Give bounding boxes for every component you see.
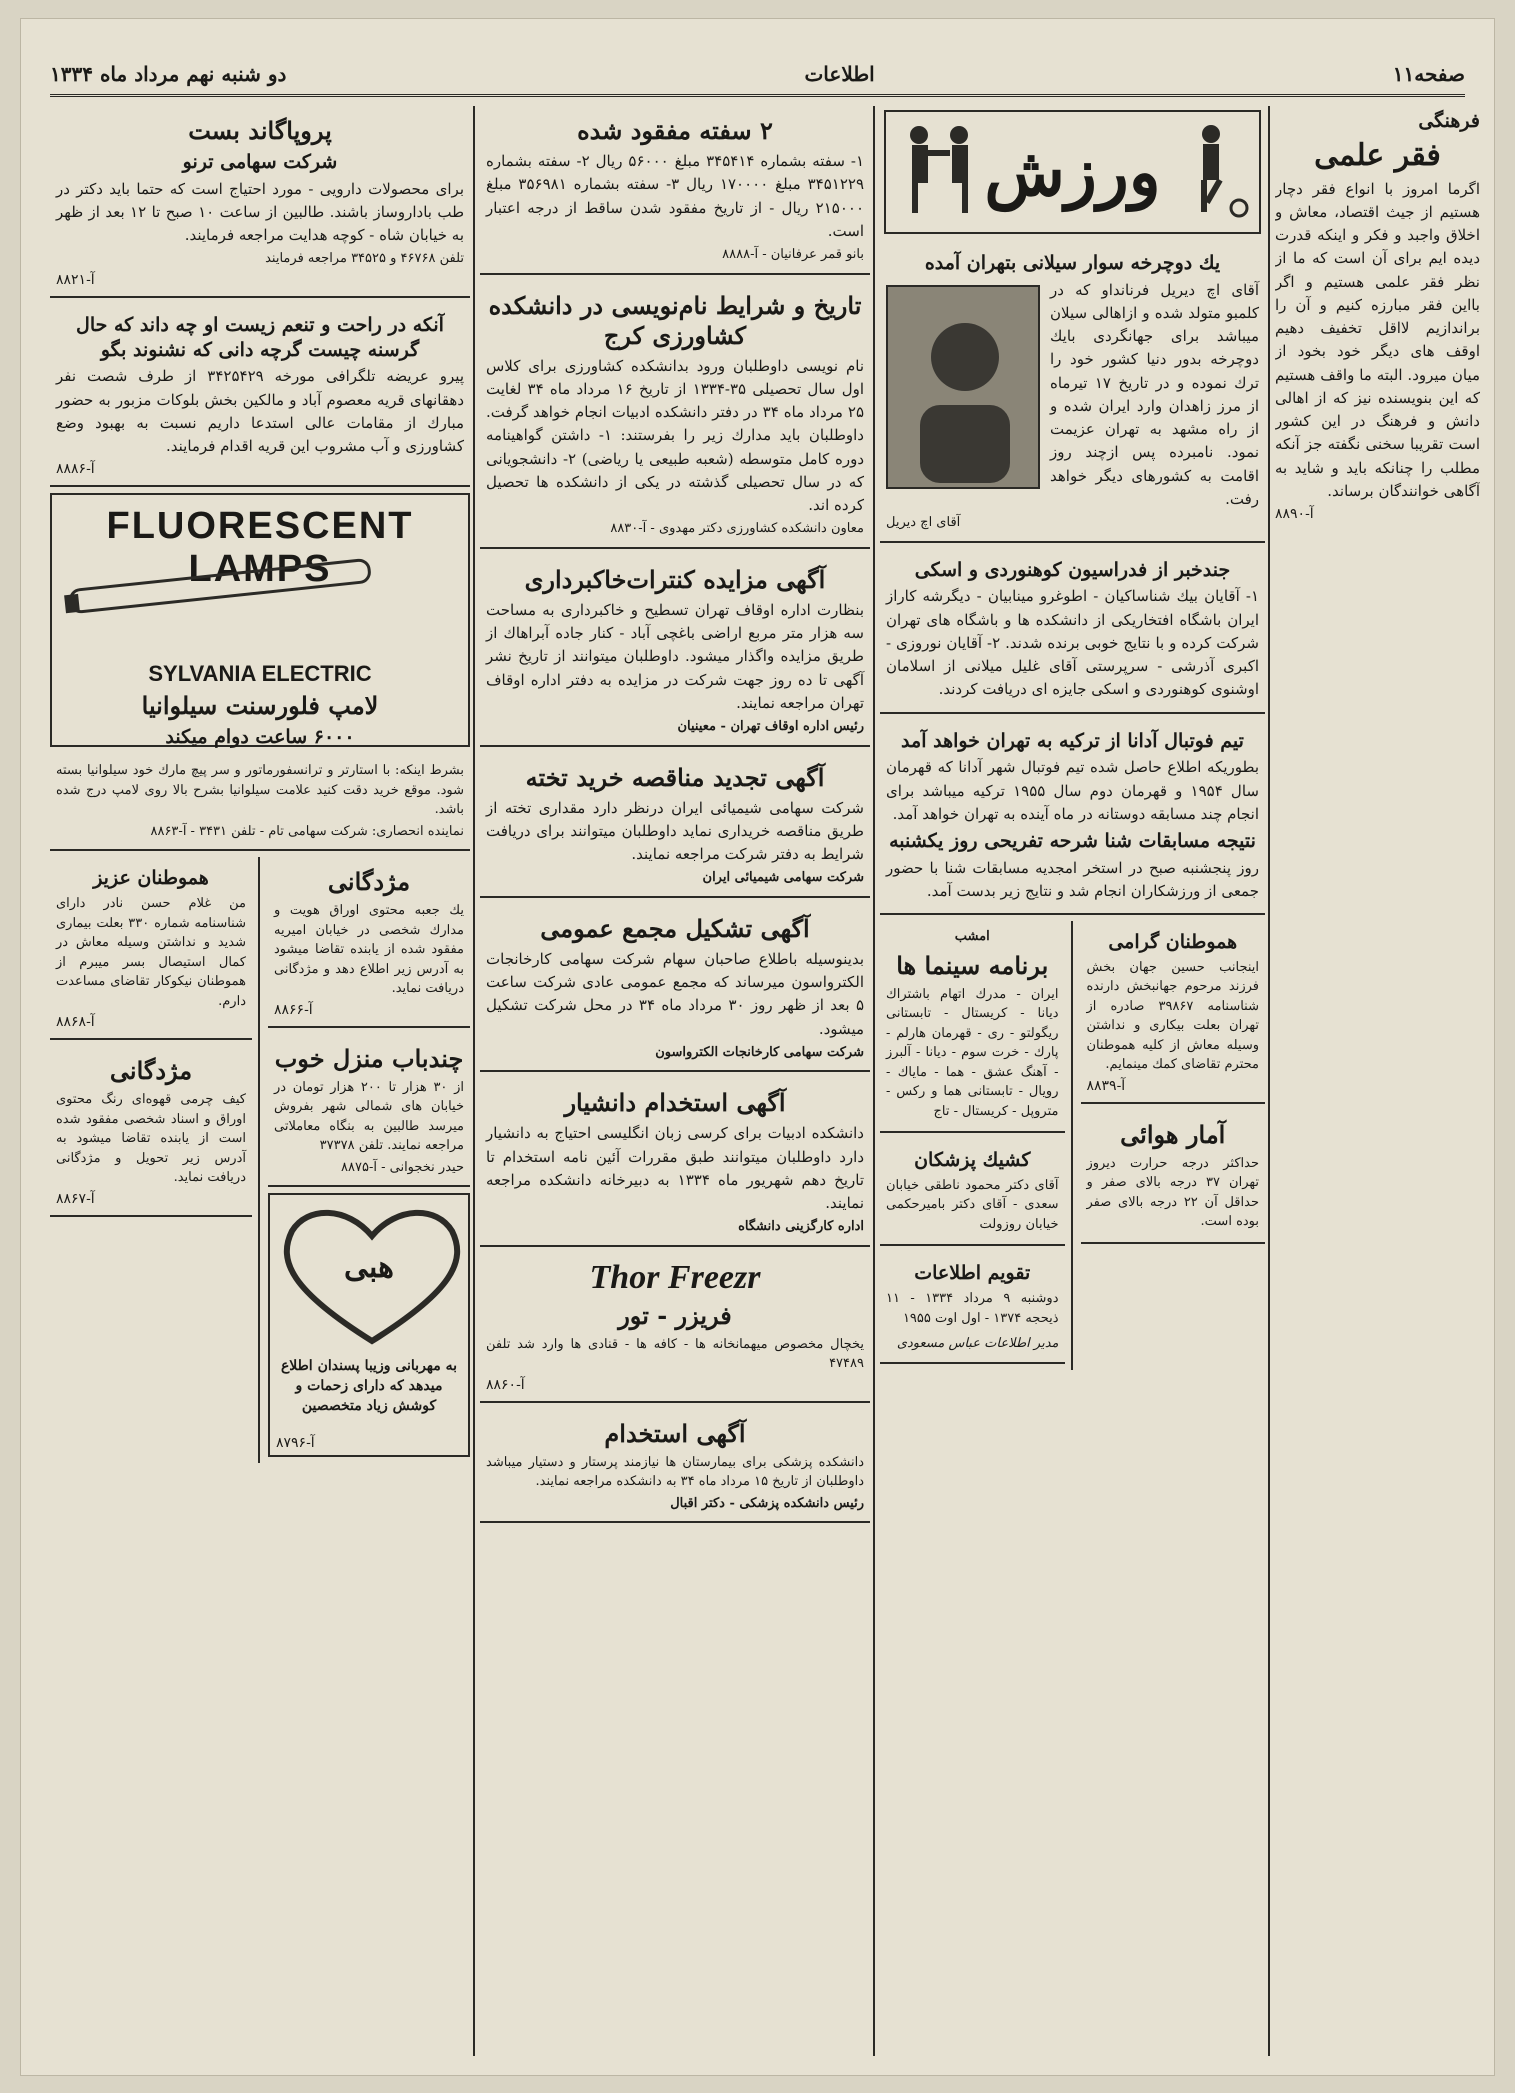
story-headline: آنکه در راحت و تنعم زیست او چه داند که حال گرسنه چیست گرچه دانی که نشنوند بگو xyxy=(76,313,444,361)
lamps-fa: لامپ فلورسنت سیلوانیا xyxy=(141,691,379,721)
cyclist-body: آقای اچ دیریل فرنانداو که در کلمبو متولد شده و ازاهالی سیلان میباشد برای جهانگردی بایك دوچرخه بدور دنیا کشور خود را ترك نموده و در تاریخ ۱۷ تیرماه از مرز زاهدان وارد ایران شده و از راه مشهد به تهران عزیمت نمود. نامبرده پس ازچند روز اقامت به کشورهای دیگر خواهد رفت. xyxy=(1050,280,1259,508)
notice-headline: هموطنان گرامی xyxy=(1108,931,1238,954)
cinema-headline: برنامه سینما ها xyxy=(896,950,1049,980)
heart-brand: هبی xyxy=(344,1250,394,1286)
weather-headline: آمار هوائی xyxy=(1120,1119,1226,1149)
assembly-headline: آگهی تشکیل مجمع عمومی xyxy=(540,913,810,943)
reward2-body: کیف چرمی قهوه‌ای رنگ محتوی اوراق و اسناد شخصی مفقود شده است از یابنده تقاضا میشود به آدرس زیر تحویل و مژدگانی دریافت نماید. xyxy=(56,1092,246,1185)
lamps-brand: SYLVANIA ELECTRIC xyxy=(148,661,372,687)
portrait-icon xyxy=(892,287,1038,483)
lamps-body: بشرط اینکه: با استارتر و ترانسفورماتور و سر پیچ مارك خود سیلوانیا بسته شود. موقع خرید دقت کنید علامت سیلوانیا بشرح بالا روی لامپ درج شده باشد. xyxy=(56,763,464,818)
heart-ad xyxy=(268,1193,470,1457)
ad-code: آ-۸۸۹۰ xyxy=(1275,506,1314,523)
hiring-headline: آگهی استخدام دانشیار xyxy=(564,1088,786,1118)
tornado-phone: تلفن ۴۶۷۶۸ و ۳۴۵۲۵ مراجعه فرمایند xyxy=(265,251,464,267)
column-ads xyxy=(50,106,470,2056)
thor-brand: Thor Freezr xyxy=(589,1258,761,1296)
auction-footer: رئیس اداره اوقاف تهران - معینیان xyxy=(677,719,864,734)
tender-footer: شرکت سهامی شیمیائی ایران xyxy=(702,870,864,886)
cinema-body: ایران - مدرك اتهام باشتراك دیانا - کریستال - تابستانی ریگولتو - ری - قهرمان هارلم - پارك - خرت سوم - دیانا - آلبرز - آهنگ عشق - هما - مایاك - رویال - تابستانی هما و رکس - متروپل - کریستال - تاج xyxy=(886,986,1059,1119)
assembly-footer: شرکت سهامی کارخانجات الکترواسون xyxy=(655,1044,864,1060)
countrymen-headline: هموطنان عزیز xyxy=(93,867,209,890)
countrymen-body: من غلام حسن نادر دارای شناسنامه شماره ۳۳۰ بعلت بیماری شدید و نداشتن وسیله معاش در کمال استیصال بسر میبرم از هموطنان نیکوکار تقاضای مساعدت دارم. xyxy=(56,896,246,1009)
football-player-icon xyxy=(1171,120,1251,220)
heart-body: به مهربانی وزیبا پسندان اطلاع میدهد که دارای زحمات و کوشش زیاد متخصصین xyxy=(280,1358,458,1414)
thor-body: یخچال مخصوص میهمانخانه ها - کافه ها - قنادی ها وارد شد تلفن ۴۷۴۸۹ xyxy=(486,1336,864,1372)
reward2-headline: مژدگانی xyxy=(109,1056,193,1085)
tender-body: شرکت سهامی شیمیائی ایران درنظر دارد مقداری تخته از طریق مناقصه خریداری نماید داوطلبان میتوانند برای دریافت شرایط به دفتر شرکت مراجعه نمایند. xyxy=(486,798,864,863)
page-label: صفحه۱۱ xyxy=(1392,62,1465,86)
hiring-body: دانشکده ادبیات برای کرسی زبان انگلیسی احتیاج به دانشیار دارد داوطلبان میتوانند طبق مقررات آئین نامه استخدام تا تاریخ دهم شهریور ماه ۱۳۳۴ به دبیرخانه دانشکده مراجعه نمایند. xyxy=(486,1124,864,1212)
lost-note-footer: بانو قمر عرفانیان - آ-۸۸۸۸ xyxy=(722,247,864,262)
hiring-footer: اداره کارگزینی دانشگاه xyxy=(738,1219,864,1235)
lamps-hours: ۶۰۰۰ ساعت دوام میکند xyxy=(165,726,355,749)
story-body: پیرو عریضه تلگرافی مورخه ۳۴۲۵۴۲۹ از طرف شصت نفر دهقانهای قریه معصوم آباد و مالکین بخش بلوکات مزبور به حضور مبارك از مقامات عالی استدعا داریم نسبت به بهبود وضع کشاورزی و آب مشروب این قریه اقدام فرمایند. xyxy=(56,367,464,456)
cyclist-headline: یك دوچرخه سوار سیلانی بتهران آمده xyxy=(924,252,1221,274)
column-sports xyxy=(880,106,1265,2056)
paper-name: اطلاعات xyxy=(804,62,875,86)
auction-headline: آگهی مزایده کنترات‌خاکبرداری xyxy=(524,564,826,594)
sports-logo-text: ورزش xyxy=(984,133,1161,211)
boxers-icon xyxy=(894,120,984,220)
ad-code: آ-۸۸۶۸ xyxy=(56,1014,95,1030)
doctor-body: آقای دکتر محمود ناطقی خیابان سعدی - آقای دکتر بامیرحکمی خیابان روزولت xyxy=(886,1177,1059,1232)
calendar-body: دوشنبه ۹ مرداد ۱۳۳۴ - ۱۱ ذیحجه ۱۳۷۴ - اول اوت ۱۹۵۵ xyxy=(886,1291,1059,1326)
college-footer: معاون دانشکده کشاورزی دکتر مهدوی - آ-۸۸۳۰ xyxy=(610,521,864,537)
calendar-headline: تقویم اطلاعات xyxy=(914,1262,1031,1285)
mountaineering-body: ۱- آقایان بیك شناساکیان - اطوغرو مینابیان - دیگرشه کاراز ایران باشگاه افتخاریکی از دانشکده ها و باشگاه های تهران شرکت کرده و با نتایج خوبی برنده شدند. ۲- آقایان نوروزی - اکبری آذرشی - سرپرستی آقای غلیل میلانی از اسلامان اوشنوی کوهنوردی و اسکی جایزه ای دریافت کردند. xyxy=(886,587,1259,699)
notice-body: اینجانب حسین جهان بخش فرزند مرحوم جهانبخش دارنده شناسنامه ۳۹۸۶۷ صادره از تهران بعلت بیکاری و نداشتن وسیله معاش از کلیه هموطنان محترم تقاضای کمك مینمایم. xyxy=(1086,959,1259,1073)
sports-section-logo xyxy=(884,110,1261,234)
assembly-body: بدینوسیله باطلاع صاحبان سهام شرکت سهامی کارخانجات الکترواسون میرساند که مجمع عمومی عادی شرکت ساعت ۵ بعد از ظهر روز ۳۰ مرداد ماه ۳۴ در محل شرکت تشکیل میشود. xyxy=(486,949,865,1038)
cinema-kicker: امشب xyxy=(954,929,990,945)
column-rule xyxy=(873,106,875,2056)
column-rule xyxy=(1268,106,1270,2056)
employment-footer: رئیس دانشکده پزشکی - دکتر اقبال xyxy=(670,1495,864,1511)
lamps-footer: نماینده انحصاری: شرکت سهامی تام - تلفن ۳۴۳۱ - آ-۸۸۶۳ xyxy=(150,823,464,839)
college-headline: تاریخ و شرایط نام‌نویسی در دانشکده کشاورزی کرج xyxy=(488,290,862,350)
auction-body: بنظارت اداره اوقاف تهران تسطیح و خاکبرداری به مساحت سه هزار متر مربع اراضی باغچی آباد - کنار جاده آبراهاك از طریق مزایده واگذار میشود. داوطلبان میتوانند از تاریخ نشر آگهی تا ده روز جهت شرکت در مزایده به دفتر اداره اوقاف تهران مراجعه نمایند. xyxy=(486,600,864,712)
cyclist-photo xyxy=(886,285,1040,489)
college-body: نام نویسی داوطلبان ورود بدانشکده کشاورزی برای کلاس اول سال تحصیلی ۳۵-۱۳۳۴ از تاریخ ۱۶ مرداد ماه ۳۴ لغایت ۲۵ مرداد ماه ۳۴ در دفتر دانشکده ادبیات انجام خواهد گرفت. داوطلبان باید مدارك زیر را بفرستند: ۱- داشتن گواهینامه دوره کامل متوسطه (شعبه طبیعی یا ریاضی) ۲- دانشجویانی که در سال تحصیلی گذشته در یکی از دانشکده ها تحصیل کرده اند. xyxy=(486,356,865,514)
swimming-headline: نتیجه مسابقات شنا شرحه تفریحی روز یکشنبه xyxy=(889,830,1256,853)
ad-code: آ-۸۸۸۶ xyxy=(56,461,95,478)
ad-code: آ-۸۸۳۹ xyxy=(1086,1077,1126,1094)
house-footer: حیدر نخجوانی - آ-۸۸۷۵ xyxy=(341,1159,464,1175)
newspaper-page xyxy=(20,18,1495,2076)
lamps-headline: FLUORESCENT LAMPS xyxy=(106,505,414,591)
ad-code: آ-۸۸۶۶ xyxy=(274,1001,313,1018)
ad-code: آ-۸۸۶۷ xyxy=(56,1190,95,1207)
tornado-headline: پروپاگاند بست xyxy=(188,116,332,145)
photo-caption: آقای اچ دیریل xyxy=(886,515,961,531)
editor-signature: مدیر اطلاعات عباس مسعودی xyxy=(896,1336,1059,1352)
column-rule xyxy=(473,106,475,2056)
article-body: اگرما امروز با انواع فقر دچار هستیم از جیث اقتصاد، معاش و اخلاق واجبد و فکر و اینکه قدرت دیده ایم برای آن است که ما از نظر فقر علمی هستیم و اگر بااین فقر مبارزه کنیم و آن را براندازیم لااقل تخفیف دهیم اوقف های دیگر خود بخود از میان میرود. البته ما واقف هستیم که این بنویسنده نیز که از اهالی دانش و فرهنگ در این کشور است تقریبا سخنی نگفته جز آنکه مطلب را چنانکه باید و شاید به آگاهی خوانندگان برساند. xyxy=(1275,179,1480,500)
reward-headline: مژدگانی xyxy=(327,867,411,897)
tornado-body: برای محصولات دارویی - مورد احتیاج است که حتما باید دکتر در طب باداروساز باشند. طالبین از ساعت ۱۰ صبح تا ۱۲ بعد از ظهر به خیابان شاه - کوچه هدایت مراجعه فرمایند. xyxy=(56,179,465,245)
issue-date: دو شنبه نهم مرداد ماه ۱۳۳۴ xyxy=(50,62,287,86)
mountaineering-headline: جندخبر از فدراسیون کوهنوردی و اسکی xyxy=(914,558,1231,581)
football-body: بطوریکه اطلاع حاصل شده تیم فوتبال شهر آدانا که قهرمان سال ۱۹۵۴ و قهرمان دوم سال ۱۹۵۵ ترکیه میباشد برای انجام چند مسابقه دوستانه در ماه آینده به تهران خواهد آمد. xyxy=(886,758,1259,823)
tornado-company: شرکت سهامی ترنو xyxy=(182,151,338,173)
employment-body: دانشکده پزشکی برای بیمارستان ها نیازمند پرستار و دستیار میباشد داوطلبان از تاریخ ۱۵ مرداد ماه ۳۴ به دانشکده مراجعه نمایند. xyxy=(486,1454,864,1490)
employment-headline: آگهی استخدام xyxy=(604,1418,746,1448)
football-headline: تیم فوتبال آدانا از ترکیه به تهران خواهد آمد xyxy=(901,729,1244,752)
page-header xyxy=(50,54,1465,97)
ad-code: آ-۸۸۶۰ xyxy=(486,1376,525,1393)
ad-code: آ-۸۸۲۱ xyxy=(56,271,95,288)
reward-body: یك جعبه محتوی اوراق هویت و مدارك شخصی در خیابان امیریه مفقود شده از یابنده تقاضا میشود به آدرس زیر اطلاع دهد و مژدگانی دریافت نماید. xyxy=(274,903,464,997)
lost-note-headline: ۲ سفته مفقود شده xyxy=(577,116,773,145)
article-title: فقر علمی xyxy=(1314,137,1441,173)
lost-note-body: ۱- سفته بشماره ۳۴۵۴۱۴ مبلغ ۵۶۰۰۰ ریال ۲- سفته بشماره ۳۴۵۱۲۲۹ مبلغ ۱۷۰۰۰۰ ریال ۳- سفته بشماره ۳۵۶۹۸۱ مبلغ ۲۱۵۰۰۰ ریال - از تاریخ مفقود شدن ساقط از درجه اعتبار است. xyxy=(486,152,865,240)
swimming-body: روز پنجشنبه صبح در استخر امجدیه مسابقات شنا با حضور جمعی از ورزشکاران انجام شد و نتایج زیر بدست آمد. xyxy=(886,858,1259,900)
fluorescent-lamps-ad xyxy=(50,493,470,747)
section-label: فرهنگی xyxy=(1418,110,1480,132)
doctor-headline: کشیك پزشکان xyxy=(914,1149,1031,1172)
ad-code: آ-۸۷۹۶ xyxy=(276,1435,315,1452)
house-body: از ۳۰ هزار تا ۲۰۰ هزار تومان در خیابان های شمالی شهر بفروش میرسد طالبین به بنگاه معاملاتی مراجعه نمایند. تلفن ۳۷۳۷۸ xyxy=(274,1079,464,1154)
thor-fa: فریزر - تور xyxy=(618,1300,732,1330)
column-culture xyxy=(1275,106,1480,2056)
column-notices xyxy=(480,106,870,2056)
lamp-tube-icon xyxy=(60,557,460,617)
house-headline: چندباب منزل خوب xyxy=(274,1043,464,1073)
weather-body: حداکثر درجه حرارت دیروز تهران ۳۷ درجه بالای صفر و حداقل آن ۲۲ درجه بالای صفر بوده است. xyxy=(1086,1155,1259,1230)
tender-headline: آگهی تجدید مناقصه خرید تخته xyxy=(525,762,825,792)
